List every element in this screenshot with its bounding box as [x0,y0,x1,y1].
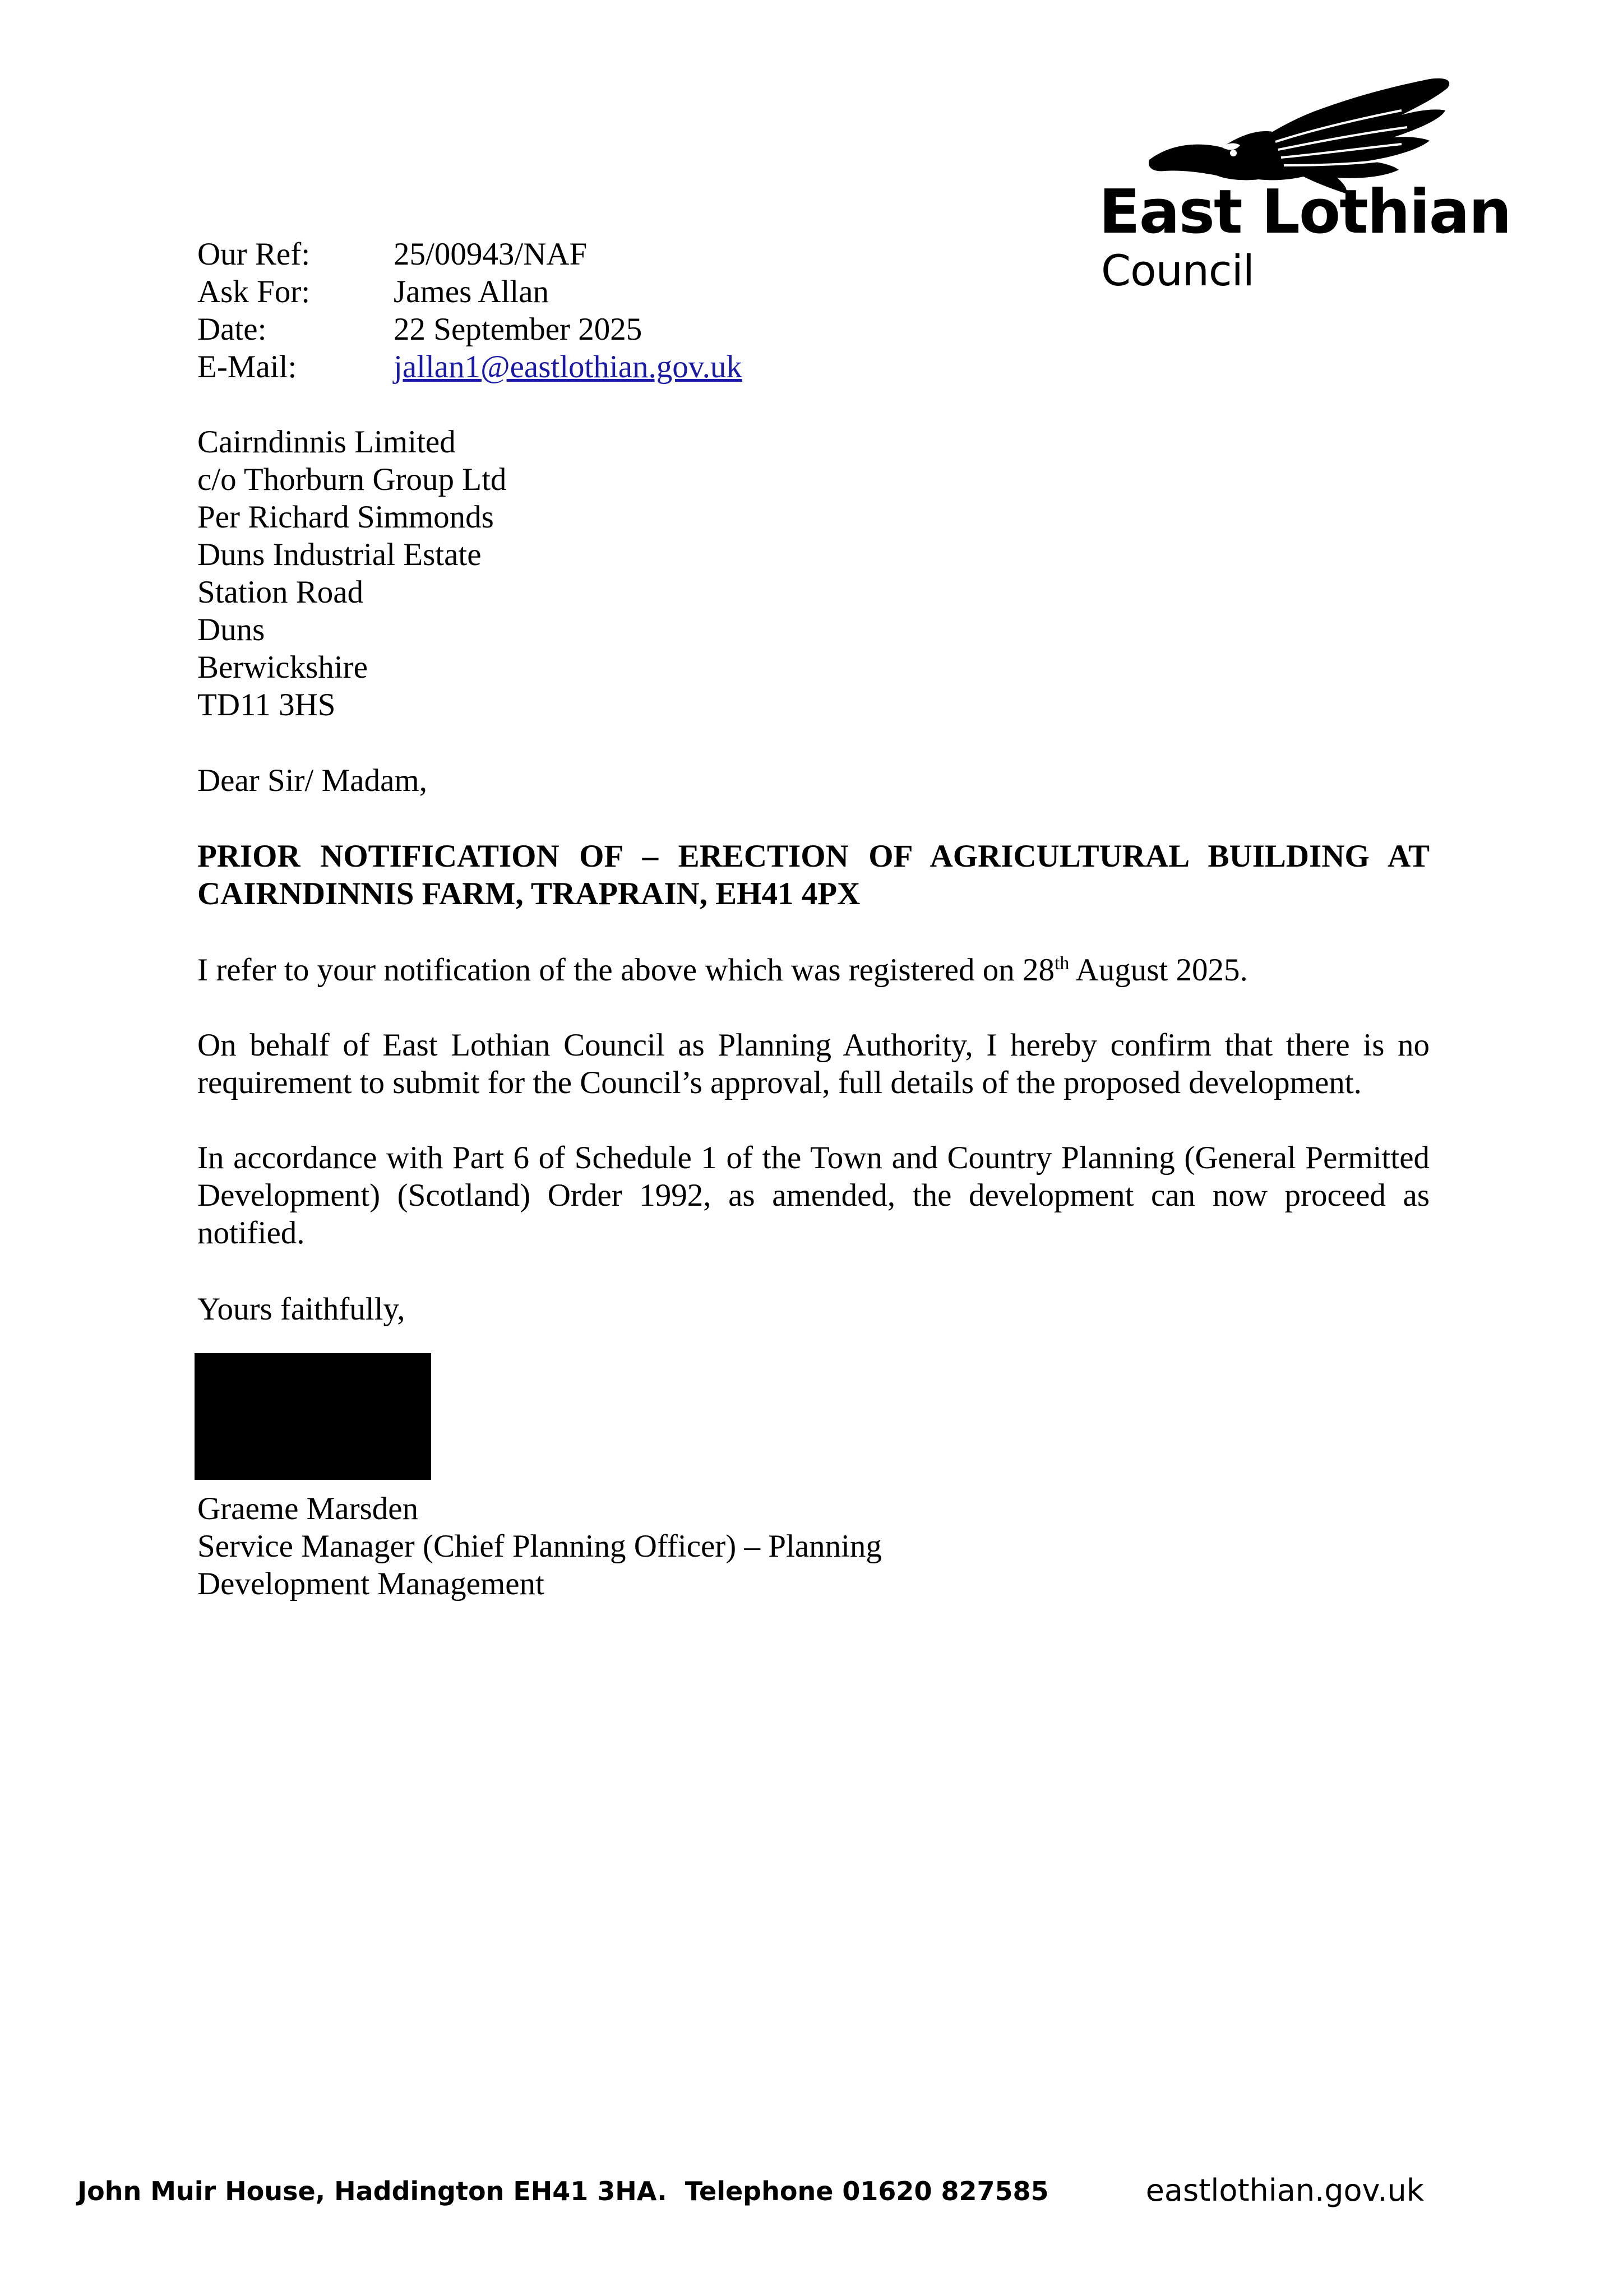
salutation: Dear Sir/ Madam, [197,763,427,798]
reference-row [197,348,742,386]
paragraph-accordance: In accordance with Part 6 of Schedule 1 of the Town and Country Planning (General Permitted Development) (Scotland) Order 1992, as amended, the development can now proceed as notified. [197,1140,1430,1251]
logo-subtitle: Council [1101,246,1254,295]
signatory-name: Graeme Marsden [197,1491,419,1526]
address-line: Duns Industrial Estate [197,537,482,572]
email-link[interactable]: jallan1@eastlothian.gov.uk [394,349,742,385]
address-line: Duns [197,612,265,647]
reference-block [197,235,742,386]
signatory-title: Service Manager (Chief Planning Officer) – Planning [197,1529,882,1564]
paragraph-text: August 2025. [1069,952,1248,988]
paragraph-registration [197,951,1430,989]
address-line: Station Road [197,575,364,610]
address-line: Cairndinnis Limited [197,424,456,460]
signatory-block [197,1490,882,1603]
date-label: Date: [197,312,267,347]
council-logo [1099,76,1514,300]
reference-row [197,273,742,311]
recipient-address [197,423,506,724]
eagle-icon [1138,76,1458,193]
footer-website[interactable]: eastlothian.gov.uk [1145,2173,1424,2208]
address-line: TD11 3HS [197,687,336,723]
reference-row [197,311,742,348]
footer-address: John Muir House, Haddington EH41 3HA. Telephone 01620 827585 [77,2176,1049,2206]
paragraph-text: I refer to your notification of the above which was registered on 28 [197,952,1055,988]
address-line: Berwickshire [197,650,368,685]
date-value: 22 September 2025 [394,312,642,347]
ask-for-value: James Allan [394,274,549,309]
ordinal-suffix: th [1054,953,1070,974]
signatory-department: Development Management [197,1566,544,1601]
ask-for-label: Ask For: [197,274,311,309]
address-line: c/o Thorburn Group Ltd [197,462,507,497]
ref-label: Our Ref: [197,237,311,272]
logo-name: East Lothian [1099,177,1511,247]
address-line: Per Richard Simmonds [197,499,494,535]
closing: Yours faithfully, [197,1292,405,1327]
letter-heading: PRIOR NOTIFICATION OF – ERECTION OF AGRICULTURAL BUILDING AT CAIRNDINNIS FARM, TRAPRAIN, EH41 4PX [197,839,1430,911]
ref-value: 25/00943/NAF [394,237,588,272]
email-label: E-Mail: [197,349,297,385]
paragraph-confirmation: On behalf of East Lothian Council as Planning Authority, I hereby confirm that there is no requirement to submit for the Council’s approval, full details of the proposed development. [197,1027,1430,1100]
redacted-signature [195,1353,431,1480]
reference-row [197,235,742,273]
